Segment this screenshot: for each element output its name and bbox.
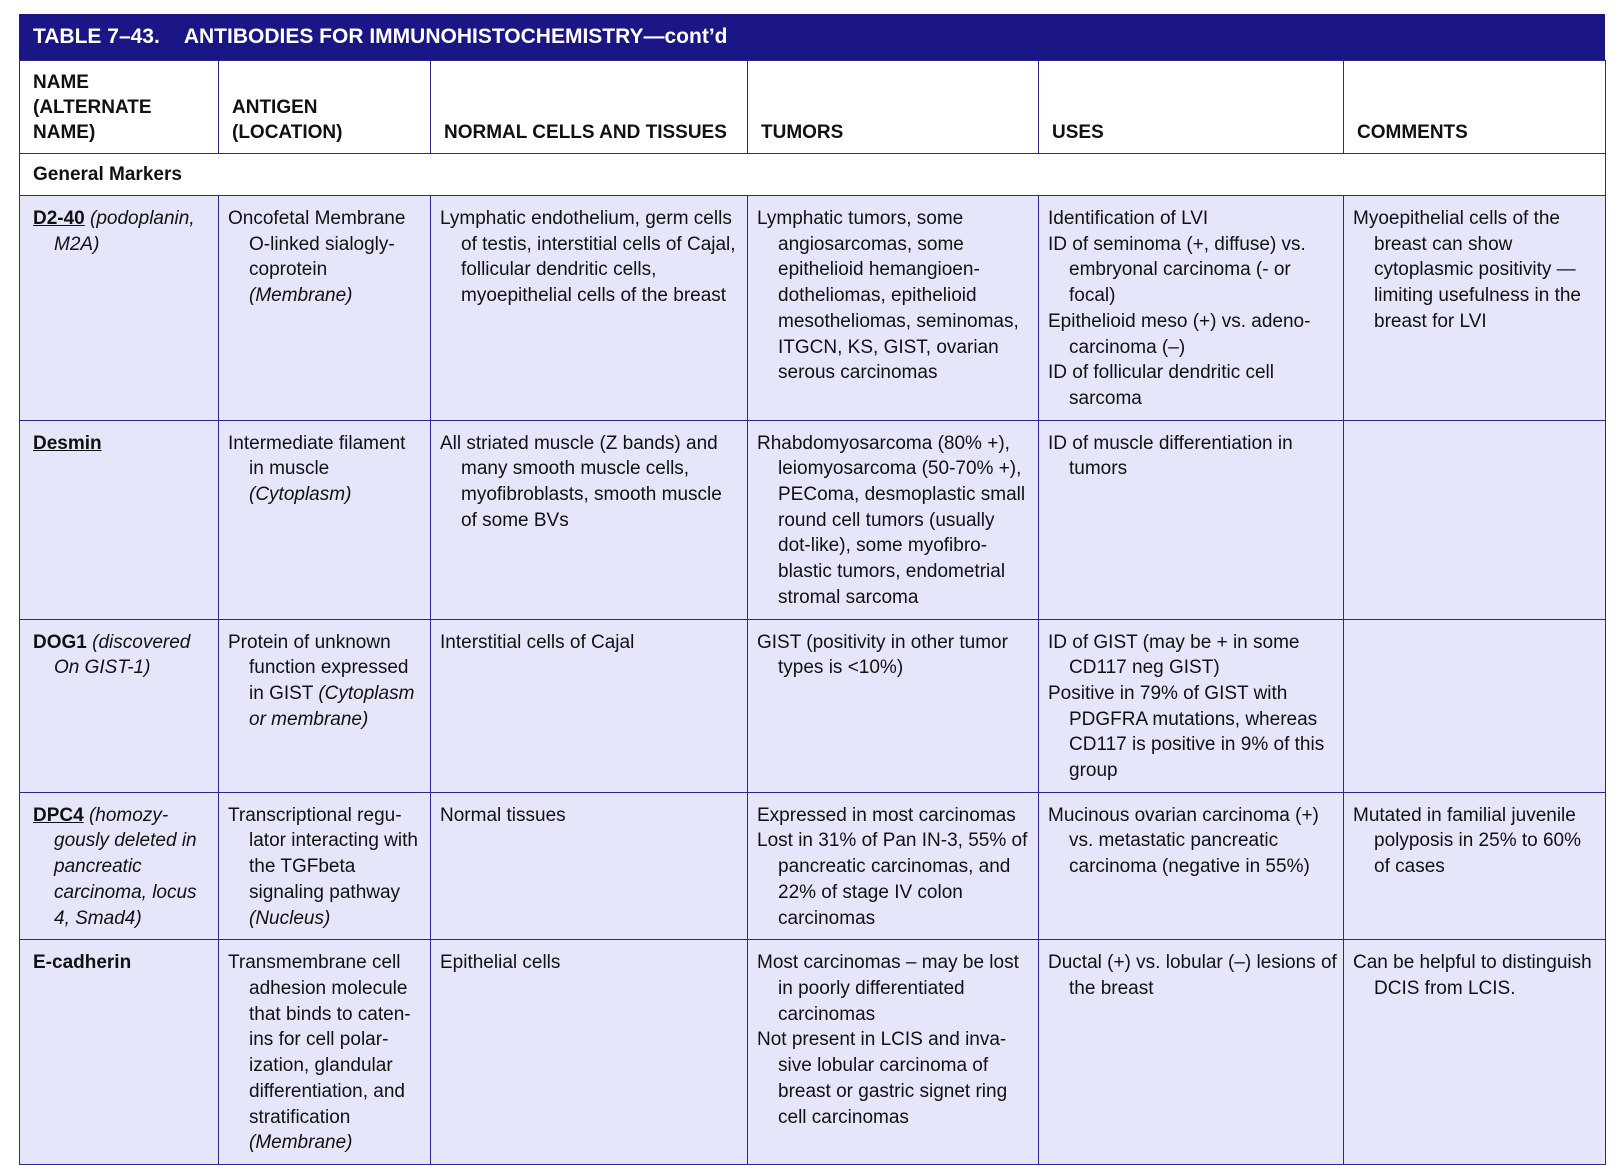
header-tumors: TUMORS	[748, 61, 1039, 154]
header-antigen: ANTIGEN (LOCATION)	[219, 61, 431, 154]
group-label: General Markers	[20, 154, 1606, 196]
antigen-text: Protein of unknown function expressed in GIST	[228, 631, 409, 704]
table-number: TABLE 7–43.	[33, 25, 160, 48]
cell-name-dog1	[20, 619, 219, 792]
cell-normal-cells	[431, 196, 748, 421]
cell-name-d2-40	[20, 196, 219, 421]
table-row	[20, 940, 1606, 1165]
cell-comments	[1344, 196, 1606, 421]
normal-cells-item: Interstitial cells of Cajal	[440, 631, 635, 653]
uses-item: Ductal (+) vs. lobular (–) lesions of the breast	[1048, 952, 1337, 999]
cell-uses	[1039, 792, 1344, 940]
uses-item: ID of follicular dendritic cell sarcoma	[1048, 362, 1274, 409]
cell-uses	[1039, 196, 1344, 421]
antigen-location: (Cytoplasm)	[249, 484, 352, 506]
cell-antigen	[219, 619, 431, 792]
antigen-entry	[228, 431, 424, 508]
cell-uses	[1039, 940, 1344, 1165]
cell-name-e-cadherin	[20, 940, 219, 1165]
alternate-name: (podoplanin, M2A)	[54, 208, 195, 255]
tumors-item: Lost in 31% of Pan IN-3, 55% of pancreatic carcinomas, and 22% of stage IV colon carcinomas	[757, 830, 1028, 929]
cell-tumors	[748, 940, 1039, 1165]
table-title: ANTIBODIES FOR IMMUNOHISTOCHEMISTRY—cont’d	[183, 25, 728, 48]
tumors-item: Not present in LCIS and invasive lobular carcinoma of breast or gastric signet ring cell carcinomas	[757, 1029, 1008, 1128]
antigen-text: Oncofetal Membrane O-linked sialoglycoprotein	[228, 208, 406, 281]
comments-item: Can be helpful to distinguish DCIS from LCIS.	[1353, 952, 1592, 999]
normal-cells-item: All striated muscle (Z bands) and many smooth muscle cells, myofibroblasts, smooth muscle of some BVs	[440, 432, 722, 531]
cell-antigen	[219, 420, 431, 619]
antibody-name: DPC4	[33, 804, 84, 826]
tumors-item: Expressed in most carcinomas	[757, 804, 1016, 826]
header-name: NAME (ALTERNATE NAME)	[20, 61, 219, 154]
antigen-entry	[228, 950, 424, 1156]
uses-item: ID of muscle differentiation in tumors	[1048, 432, 1293, 480]
comments-item: Myoepithelial cells of the breast can show cytoplasmic positivity — limiting usefulness in the breast for LVI	[1353, 208, 1581, 332]
cell-name-desmin	[20, 420, 219, 619]
antigen-location: (Membrane)	[249, 285, 353, 307]
cell-normal-cells	[431, 619, 748, 792]
cell-comments	[1344, 940, 1606, 1165]
uses-item: Mucinous ovarian carcinoma (+) vs. metastatic pancreatic carcinoma (negative in 55%)	[1048, 804, 1319, 878]
header-comments: COMMENTS	[1344, 61, 1606, 154]
comments-item: Mutated in familial juvenile polyposis in 25% to 60% of cases	[1353, 804, 1582, 878]
table-row	[20, 420, 1606, 619]
antibody-table-sheet	[19, 14, 1605, 1165]
antigen-entry	[228, 630, 424, 733]
antibody-entry	[33, 630, 212, 681]
antigen-text: Transcriptional regulator interacting with the TGFbeta signaling pathway	[228, 804, 418, 903]
cell-uses	[1039, 420, 1344, 619]
antibody-name: E-cadherin	[33, 952, 132, 974]
tumors-item: Rhabdomyosarcoma (80% +), leiomyosarcoma (50-70% +), PEComa, desmoplastic small round cell tumors (usually dot-like), some myofibroblastic tumors, endometrial stromal sarcoma	[757, 432, 1026, 608]
cell-normal-cells	[431, 420, 748, 619]
cell-antigen	[219, 792, 431, 940]
antigen-entry	[228, 803, 424, 932]
uses-item: Positive in 79% of GIST with PDGFRA mutations, whereas CD117 is positive in 9% of this group	[1048, 682, 1325, 782]
alternate-name: (homozygously deleted in pancreatic carcinoma, locus 4, Smad4)	[54, 804, 197, 929]
antigen-text: Transmembrane cell adhesion molecule that binds to catenins for cell polarization, glandular differentiation, and stratification	[228, 952, 411, 1128]
cell-tumors	[748, 619, 1039, 792]
header-row	[20, 61, 1606, 154]
header-uses: USES	[1039, 61, 1344, 154]
antigen-text: Intermediate filament in muscle	[228, 432, 406, 480]
antibody-entry	[33, 431, 212, 457]
antibody-table	[19, 60, 1606, 1165]
table-title-bar	[19, 14, 1605, 60]
antibody-name: Desmin	[33, 432, 102, 454]
table-row	[20, 792, 1606, 940]
uses-item: ID of seminoma (+, diffuse) vs. embryonal carcinoma (- or focal)	[1048, 233, 1306, 307]
cell-name-dpc4	[20, 792, 219, 940]
cell-comments	[1344, 619, 1606, 792]
uses-item: Epithelioid meso (+) vs. adenocarcinoma (–)	[1048, 310, 1311, 358]
antigen-location: (Membrane)	[249, 1132, 353, 1154]
alternate-name: (discovered On GIST-1)	[54, 631, 191, 679]
cell-tumors	[748, 420, 1039, 619]
normal-cells-item: Lymphatic endothelium, germ cells of testis, interstitial cells of Cajal, follicular dendritic cells, myoepithelial cells of the breast	[440, 208, 736, 307]
antibody-entry	[33, 803, 212, 932]
tumors-item: GIST (positivity in other tumor types is <10%)	[757, 631, 1008, 679]
cell-antigen	[219, 196, 431, 421]
antibody-entry	[33, 206, 212, 257]
group-row	[20, 154, 1606, 196]
antibody-name: D2-40	[33, 208, 85, 229]
header-normal-cells: NORMAL CELLS AND TISSUES	[431, 61, 748, 154]
tumors-item: Lymphatic tumors, some angiosarcomas, some epithelioid hemangioendotheliomas, epithelioid mesotheliomas, seminomas, ITGCN, KS, GIST, ovarian serous carcinomas	[757, 208, 1019, 384]
antigen-location: (Nucleus)	[249, 907, 331, 929]
cell-comments	[1344, 420, 1606, 619]
cell-normal-cells	[431, 792, 748, 940]
normal-cells-item: Normal tissues	[440, 804, 566, 826]
cell-uses	[1039, 619, 1344, 792]
tumors-item: Most carcinomas – may be lost in poorly differentiated carcinomas	[757, 952, 1019, 1025]
normal-cells-item: Epithelial cells	[440, 952, 561, 974]
cell-tumors	[748, 196, 1039, 421]
antibody-entry	[33, 950, 212, 976]
cell-antigen	[219, 940, 431, 1165]
cell-comments	[1344, 792, 1606, 940]
uses-item: ID of GIST (may be + in some CD117 neg GIST)	[1048, 631, 1300, 679]
cell-normal-cells	[431, 940, 748, 1165]
antibody-name: DOG1	[33, 631, 87, 653]
cell-tumors	[748, 792, 1039, 940]
antigen-location: (Cytoplasm or membrane)	[249, 682, 415, 730]
uses-item: Identification of LVI	[1048, 208, 1209, 229]
antigen-entry	[228, 206, 424, 309]
table-row	[20, 619, 1606, 792]
table-row	[20, 196, 1606, 421]
table-body	[20, 196, 1606, 1165]
